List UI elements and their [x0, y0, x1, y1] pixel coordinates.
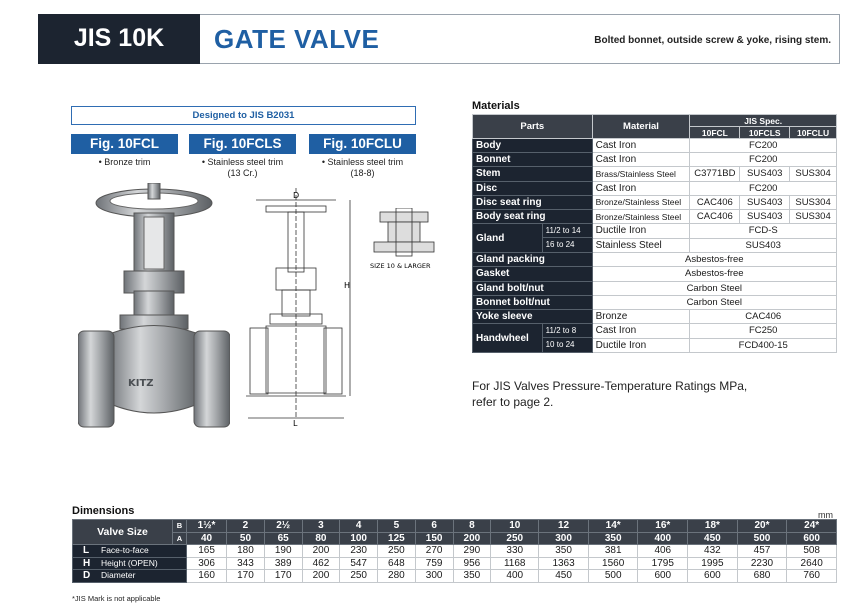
page-title: GATE VALVE: [214, 24, 380, 54]
dimension-value: 400: [491, 570, 539, 583]
material-cell: Asbestos-free: [592, 253, 836, 267]
row-gland-1: [473, 224, 837, 239]
dim-letter-h: H: [344, 281, 351, 290]
dimension-value: 508: [787, 545, 837, 558]
dimension-key: D: [83, 570, 91, 582]
designed-standard-banner: Designed to JIS B2031: [71, 106, 416, 125]
page-subtitle: Bolted bonnet, outside screw & yoke, rising stem.: [594, 35, 831, 46]
size-b-cell: 12: [539, 520, 589, 533]
dimension-value: 190: [264, 545, 302, 558]
part-label: Gland packing: [473, 253, 593, 267]
spec-cell: SUS304: [790, 167, 837, 181]
dimensions-title: Dimensions: [72, 505, 135, 517]
dimension-value: 170: [227, 570, 265, 583]
size-a-cell: 40: [187, 532, 227, 545]
row-gasket: [473, 267, 837, 281]
dimension-value: 165: [187, 545, 227, 558]
row-stem: [473, 167, 837, 181]
material-cell: Asbestos-free: [592, 267, 836, 281]
row-bonnet-bolt: [473, 295, 837, 309]
fig-label-10fcl: Fig. 10FCL: [71, 134, 178, 154]
material-cell: Bronze/Stainless Steel: [592, 195, 690, 209]
size-a-cell: 600: [787, 532, 837, 545]
dimension-row-d: [73, 570, 837, 583]
dimension-value: 2230: [737, 557, 787, 570]
b-letter: B: [173, 520, 187, 533]
size-range: 11/2 to 14: [543, 224, 592, 238]
dimension-row-h: [73, 557, 837, 570]
part-label: Disc seat ring: [473, 195, 593, 209]
row-bonnet: [473, 153, 837, 167]
dimension-value: 1995: [688, 557, 738, 570]
row-disc-seat: [473, 195, 837, 209]
size-range: 11/2 to 8: [543, 324, 592, 338]
size-a-cell: 300: [539, 532, 589, 545]
unit-label: mm: [818, 510, 833, 520]
fig-trim-text: • Bronze trim: [98, 157, 151, 167]
detail-drawing: [370, 208, 438, 270]
fig-trim-10fclu: [309, 157, 416, 179]
header-code: JIS 10K: [73, 24, 165, 52]
spec-cell: FC200: [690, 139, 837, 153]
dimension-value: 462: [302, 557, 340, 570]
material-cell: Cast Iron: [592, 153, 690, 167]
body-mark: KITZ: [128, 378, 154, 389]
size-range: 16 to 24: [545, 240, 575, 250]
size-b-cell: 4: [340, 520, 378, 533]
dimension-value: 680: [737, 570, 787, 583]
dimension-value: 290: [453, 545, 491, 558]
dimension-value: 457: [737, 545, 787, 558]
material-cell: Cast Iron: [592, 139, 690, 153]
spec-cell: FC200: [690, 181, 837, 195]
dimension-name: Face-to-face: [101, 545, 149, 556]
dimension-value: 330: [491, 545, 539, 558]
material-cell: Brass/Stainless Steel: [592, 167, 690, 181]
dimension-value: 343: [227, 557, 265, 570]
dimension-value: 2640: [787, 557, 837, 570]
part-label-handwheel: [473, 324, 593, 353]
part-label: Gland bolt/nut: [473, 281, 593, 295]
dim-letter-d: D: [293, 191, 300, 200]
size-b-cell: 1½*: [187, 520, 227, 533]
dimension-value: 759: [415, 557, 453, 570]
dimension-value: 389: [264, 557, 302, 570]
row-yoke-sleeve: [473, 309, 837, 323]
pressure-rating-note: [472, 378, 747, 410]
size-a-cell: 50: [227, 532, 265, 545]
note-line: refer to page 2.: [472, 395, 554, 409]
footnote: *JIS Mark is not applicable: [72, 594, 161, 603]
dimension-value: 381: [588, 545, 638, 558]
material-cell: Carbon Steel: [592, 295, 836, 309]
size-a-cell: 250: [491, 532, 539, 545]
fig-trim-10fcl: [71, 157, 178, 168]
size-a-cell: 65: [264, 532, 302, 545]
dimension-value: 350: [453, 570, 491, 583]
size-b-cell: 8: [453, 520, 491, 533]
dimension-value: 547: [340, 557, 378, 570]
material-cell: Carbon Steel: [592, 281, 836, 295]
material-cell: Cast Iron: [592, 181, 690, 195]
spec-cell: FC250: [690, 324, 837, 339]
size-b-cell: 24*: [787, 520, 837, 533]
size-a-cell: 150: [415, 532, 453, 545]
spec-cell: FCD400-15: [690, 338, 837, 353]
dimension-value: 600: [688, 570, 738, 583]
size-range: 10 to 24: [545, 340, 575, 350]
size-row-a: [73, 532, 837, 545]
header-title-box: [200, 14, 840, 64]
spec-cell: SUS304: [790, 209, 837, 223]
spec-cell: SUS403: [740, 167, 790, 181]
row-body: [473, 139, 837, 153]
part-label: Bonnet: [473, 153, 593, 167]
material-cell: Ductile Iron: [592, 338, 690, 353]
dimension-value: 1168: [491, 557, 539, 570]
dimension-value: 180: [227, 545, 265, 558]
size-a-cell: 80: [302, 532, 340, 545]
row-disc: [473, 181, 837, 195]
size-b-cell: 2½: [264, 520, 302, 533]
dimension-value: 350: [539, 545, 589, 558]
spec-cell: CAC406: [690, 209, 740, 223]
size-a-cell: 450: [688, 532, 738, 545]
size-b-cell: 3: [302, 520, 340, 533]
size-a-cell: 500: [737, 532, 787, 545]
row-handwheel-1: [473, 324, 837, 339]
spec-cell: CAC406: [690, 195, 740, 209]
spec-cell: CAC406: [690, 309, 837, 323]
dimension-value: 300: [415, 570, 453, 583]
fig-trim-grade: (18-8): [350, 168, 375, 178]
col-parts: Parts: [473, 115, 593, 139]
spec-cell: FCD-S: [690, 224, 837, 239]
dimension-label: [73, 557, 187, 570]
fig-trim-text: • Stainless steel trim: [201, 157, 284, 167]
col-material: Material: [592, 115, 690, 139]
dimension-value: 200: [302, 545, 340, 558]
material-cell: Cast Iron: [592, 324, 690, 339]
dimension-value: 1560: [588, 557, 638, 570]
fig-label-10fclu: Fig. 10FCLU: [309, 134, 416, 154]
size-a-cell: 200: [453, 532, 491, 545]
materials-title: Materials: [472, 100, 520, 112]
col-10fcl: 10FCL: [690, 127, 740, 139]
fig-trim-text: • Stainless steel trim: [321, 157, 404, 167]
size-b-cell: 20*: [737, 520, 787, 533]
spec-cell: SUS403: [690, 238, 837, 253]
part-label: Body: [473, 139, 593, 153]
dimension-value: 648: [378, 557, 416, 570]
row-gland-packing: [473, 253, 837, 267]
dimension-value: 1795: [638, 557, 688, 570]
dimension-label: [73, 545, 187, 558]
gate-valve-photo: [78, 183, 230, 433]
dimension-key: H: [83, 557, 91, 569]
spec-cell: C3771BD: [690, 167, 740, 181]
size-a-cell: 125: [378, 532, 416, 545]
part-label: Body seat ring: [473, 209, 593, 223]
part-label: Yoke sleeve: [473, 309, 593, 323]
part-label: Gasket: [473, 267, 593, 281]
material-cell: Bronze/Stainless Steel: [592, 209, 690, 223]
dimension-value: 200: [302, 570, 340, 583]
row-gland-bolt: [473, 281, 837, 295]
size-b-cell: 6: [415, 520, 453, 533]
a-letter: A: [173, 532, 187, 545]
materials-table: [472, 114, 837, 353]
dimension-name: Diameter: [101, 570, 136, 581]
part-label: Stem: [473, 167, 593, 181]
dimension-value: 500: [588, 570, 638, 583]
gate-valve-drawing: [236, 188, 356, 428]
spec-cell: SUS304: [790, 195, 837, 209]
part-label: Disc: [473, 181, 593, 195]
fig-trim-10fcls: [189, 157, 296, 179]
dimension-value: 760: [787, 570, 837, 583]
size-a-cell: 100: [340, 532, 378, 545]
dimension-value: 280: [378, 570, 416, 583]
detail-size-note: SIZE 10 & LARGER: [370, 262, 431, 270]
dimension-label: [73, 570, 187, 583]
part-label-gland: [473, 224, 593, 253]
dimension-value: 270: [415, 545, 453, 558]
col-10fclu: 10FCLU: [790, 127, 837, 139]
size-b-cell: 18*: [688, 520, 738, 533]
col-jis-spec: JIS Spec.: [690, 115, 837, 127]
dimension-row-l: [73, 545, 837, 558]
dimension-value: 306: [187, 557, 227, 570]
size-b-cell: 16*: [638, 520, 688, 533]
dimension-value: 160: [187, 570, 227, 583]
dimension-value: 432: [688, 545, 738, 558]
dimension-name: Height (OPEN): [101, 557, 158, 568]
header-code-box: [38, 14, 200, 64]
note-line: For JIS Valves Pressure-Temperature Ratings MPa,: [472, 379, 748, 393]
dimension-key: L: [83, 545, 90, 557]
spec-cell: SUS403: [740, 195, 790, 209]
material-cell: Bronze: [592, 309, 690, 323]
size-a-cell: 350: [588, 532, 638, 545]
dimension-value: 956: [453, 557, 491, 570]
material-cell: Ductile Iron: [592, 224, 690, 239]
fig-label-10fcls: Fig. 10FCLS: [189, 134, 296, 154]
size-b-cell: 5: [378, 520, 416, 533]
col-10fcls: 10FCLS: [740, 127, 790, 139]
dimension-value: 230: [340, 545, 378, 558]
dim-letter-l: L: [293, 419, 298, 428]
size-b-cell: 14*: [588, 520, 638, 533]
size-b-cell: 2: [227, 520, 265, 533]
dimension-value: 406: [638, 545, 688, 558]
dimensions-table: [72, 519, 837, 583]
spec-cell: SUS403: [740, 209, 790, 223]
size-b-cell: 10: [491, 520, 539, 533]
dimension-value: 250: [340, 570, 378, 583]
dimension-value: 1363: [539, 557, 589, 570]
dimension-value: 170: [264, 570, 302, 583]
material-cell: Stainless Steel: [592, 238, 690, 253]
size-row-b: [73, 520, 837, 533]
part-label: Handwheel: [476, 332, 529, 344]
part-label: Gland: [476, 232, 505, 244]
fig-trim-grade: (13 Cr.): [227, 168, 258, 178]
part-label: Bonnet bolt/nut: [473, 295, 593, 309]
dimension-value: 600: [638, 570, 688, 583]
row-body-seat: [473, 209, 837, 223]
dimension-value: 250: [378, 545, 416, 558]
size-a-cell: 400: [638, 532, 688, 545]
spec-cell: FC200: [690, 153, 837, 167]
valve-size-header: Valve Size: [73, 520, 173, 545]
dimension-value: 450: [539, 570, 589, 583]
